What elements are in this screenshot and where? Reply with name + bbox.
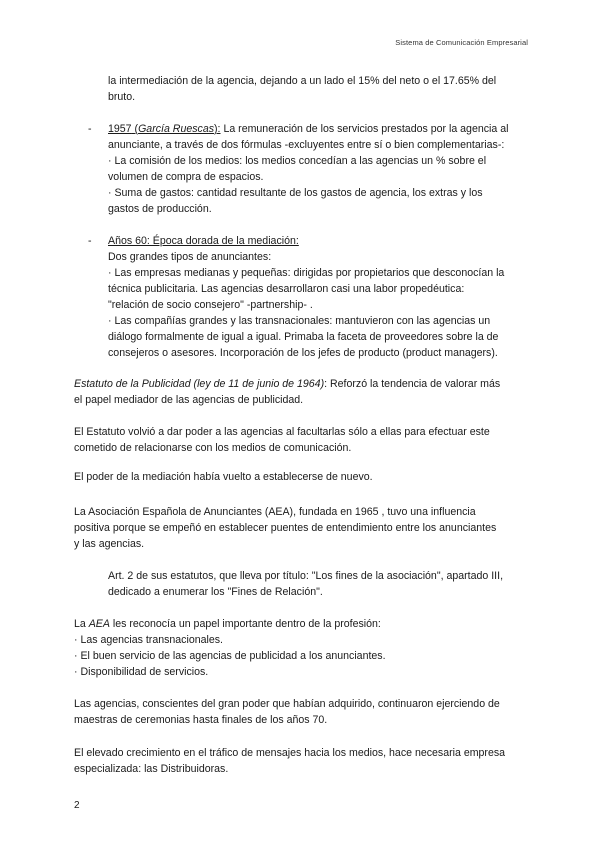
mediation-power-paragraph: [74, 469, 528, 485]
text-line: El poder de la mediación había vuelto a establecerse de nuevo.: [74, 471, 373, 483]
text-line: · Las compañías grandes y las transnacionales: mantuvieron con las agencias un: [108, 315, 491, 327]
text-line: Art. 2 de sus estatutos, que lleva por título: "Los fines de la asociación", apartado III,: [108, 570, 504, 582]
agencies-paragraph: [74, 696, 528, 728]
traffic-paragraph: [74, 745, 528, 777]
text-line: El elevado crecimiento en el tráfico de mensajes hacia los medios, hace necesaria empresa: [74, 747, 506, 759]
text-line: Las agencias, conscientes del gran poder que habían adquirido, continuaron ejerciendo de: [74, 698, 500, 710]
running-header: Sistema de Comunicación Empresarial: [395, 38, 528, 47]
year-heading: 1957 (García Ruescas):: [108, 123, 221, 135]
text-line: consejeros o asesores. Incorporación de los jefes de producto (product managers).: [108, 347, 498, 359]
text-line: positiva porque se empeñó en establecer puentes de entendimiento entre los anunciantes: [74, 522, 497, 534]
text-line: La AEA les reconocía un papel importante dentro de la profesión:: [74, 618, 381, 630]
author-name: García Ruescas: [138, 123, 215, 135]
page-number: 2: [74, 800, 80, 811]
text-line: · La comisión de los medios: los medios concedían a las agencias un % sobre el: [108, 155, 487, 167]
text-line: 1957 (García Ruescas): La remuneración de los servicios prestados por la agencia al: [108, 123, 509, 135]
aea-paragraph: [74, 504, 528, 552]
text-line: "relación de socio consejero" -partnership- .: [108, 299, 313, 311]
bullet-item: · El buen servicio de las agencias de publicidad a los anunciantes.: [74, 650, 386, 662]
text-line: gastos de producción.: [108, 203, 212, 215]
law-title: Estatuto de la Publicidad (ley de 11 de junio de 1964): [74, 378, 325, 390]
aea-role-paragraph: [74, 616, 528, 680]
text-line: · Las empresas medianas y pequeñas: dirigidas por propietarios que desconocían la: [108, 267, 505, 279]
text-line: volumen de compra de espacios.: [108, 171, 264, 183]
text-line: técnica publicitaria. Las agencias desarrollaron casi una labor propedéutica:: [108, 283, 465, 295]
aea-abbreviation: AEA: [88, 618, 110, 630]
text-line: bruto.: [108, 91, 136, 103]
estatuto-power-paragraph: [74, 424, 528, 456]
continuation-paragraph: [74, 73, 528, 105]
list-item-1957: [74, 121, 528, 217]
dash-marker: -: [88, 123, 92, 135]
text-line: maestras de ceremonias hasta finales de los años 70.: [74, 714, 328, 726]
text-line: el papel mediador de las agencias de publicidad.: [74, 394, 304, 406]
section-heading: Años 60: Época dorada de la mediación:: [108, 235, 299, 247]
text-line: La Asociación Española de Anunciantes (AEA), fundada en 1965 , tuvo una influencia: [74, 506, 476, 518]
text-line: dedicado a enumerar los "Fines de Relación".: [108, 586, 323, 598]
text-line: El Estatuto volvió a dar poder a las agencias al facultarlas sólo a ellas para efectuar este: [74, 426, 490, 438]
text-line: · Suma de gastos: cantidad resultante de los gastos de agencia, los extras y los: [108, 187, 483, 199]
text-line: Estatuto de la Publicidad (ley de 11 de junio de 1964): Reforzó la tendencia de valorar más: [74, 378, 501, 390]
text-line: y las agencias.: [74, 538, 145, 550]
list-item-anos-60: [74, 233, 528, 361]
statute-quote: [74, 568, 562, 600]
dash-list-entry: [74, 121, 528, 217]
text-line: diálogo formalmente de igual a igual. Primaba la faceta de proveedores sobre la de: [108, 331, 499, 343]
estatuto-paragraph: [74, 376, 528, 408]
text-line: cometido de relacionarse con los medios de comunicación.: [74, 442, 352, 454]
dash-list-entry: [74, 233, 528, 361]
text-line: la intermediación de la agencia, dejando a un lado el 15% del neto o el 17.65% del: [108, 75, 497, 87]
bullet-item: · Disponibilidad de servicios.: [74, 666, 209, 678]
dash-marker: -: [88, 235, 92, 247]
text-line: anunciante, a través de dos fórmulas -excluyentes entre sí o bien complementarias-:: [108, 139, 505, 151]
bullet-item: · Las agencias transnacionales.: [74, 634, 223, 646]
text-line: Dos grandes tipos de anunciantes:: [108, 251, 272, 263]
text-line: especializada: las Distribuidoras.: [74, 763, 229, 775]
